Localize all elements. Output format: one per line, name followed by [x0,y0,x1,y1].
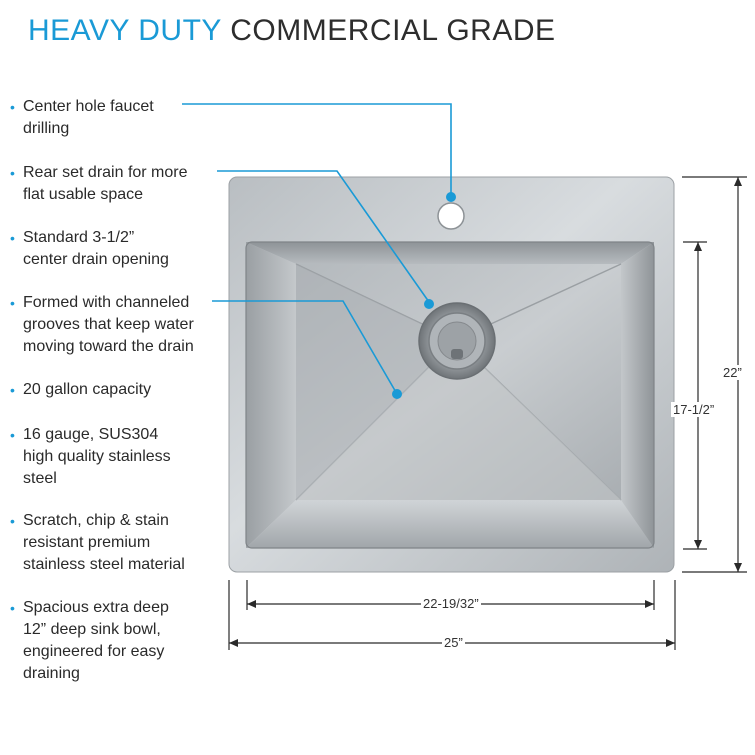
bullet-icon: • [10,230,15,246]
bullet-icon: • [10,513,15,529]
feature-text: Spacious extra deep 12” deep sink bowl, engineered for easy draining [23,599,169,682]
feature-text: 16 gauge, SUS304 high quality stainless steel [23,426,171,487]
bowl-wall-front [246,500,654,548]
dimension-width-bowl: 22-19/32” [423,596,479,611]
bullet-icon: • [10,600,15,616]
bowl-wall-back [246,242,654,264]
feature-text: 20 gallon capacity [23,381,152,398]
bullet-icon: • [10,382,15,398]
dimension-height-outer: 22” [723,365,742,380]
title-main: COMMERCIAL GRADE [230,14,556,47]
feature-text: Rear set drain for more flat usable space [23,164,188,203]
feature-text: Formed with channeled grooves that keep water moving toward the drain [23,294,194,355]
feature-text: Scratch, chip & stain resistant premium stainless steel material [23,512,185,573]
bullet-icon: • [10,427,15,443]
dimension-height-bowl: 17-1/2” [673,402,715,417]
bullet-icon: • [10,295,15,311]
bullet-icon: • [10,99,15,115]
feature-text: Standard 3-1/2” center drain opening [23,229,169,268]
title-accent: HEAVY DUTY [28,14,222,47]
bowl-wall-right [621,242,654,548]
bowl-wall-left [246,242,296,548]
bullet-icon: • [10,165,15,181]
dimension-width-outer: 25” [444,635,463,650]
faucet-hole [438,203,464,229]
feature-text: Center hole faucet drilling [23,98,154,137]
drain-icon [419,303,495,379]
